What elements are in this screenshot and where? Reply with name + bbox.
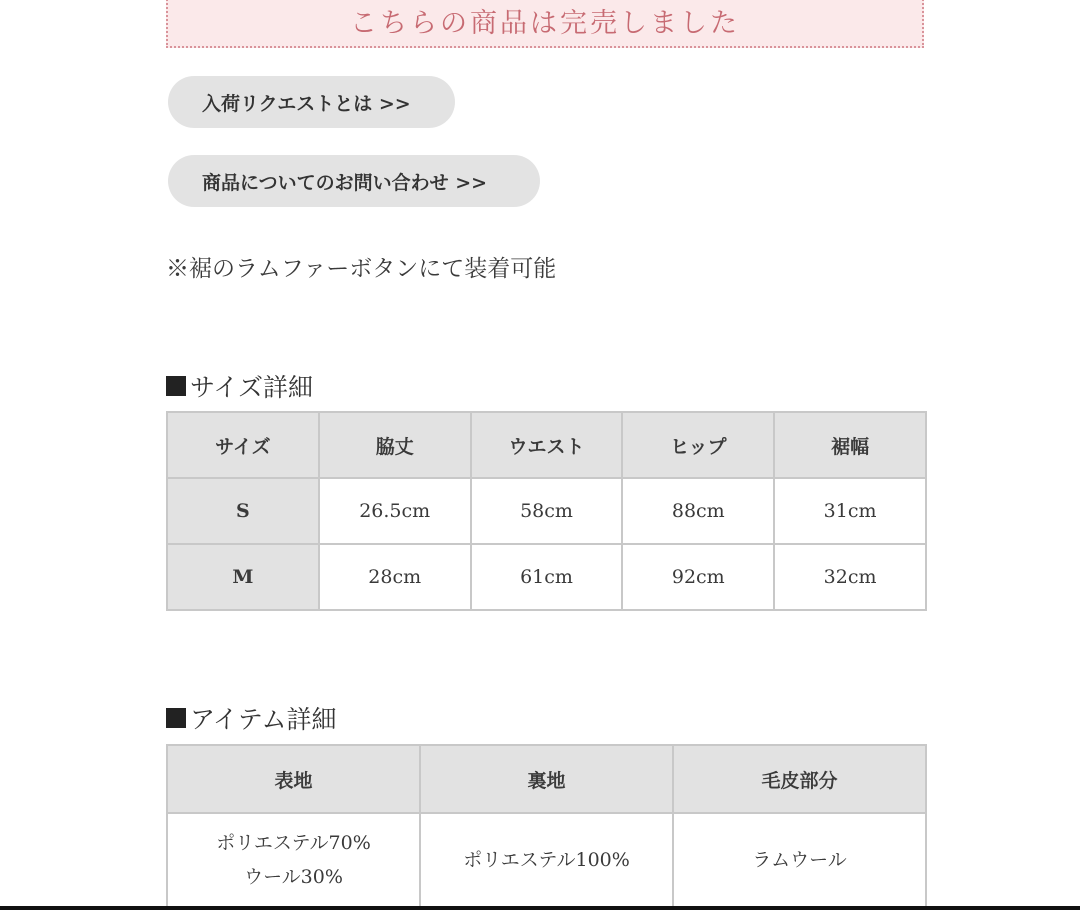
outer-material-line: ウール30% (244, 866, 343, 888)
size-value-cell: 58cm (471, 478, 623, 544)
square-bullet-icon (166, 708, 186, 728)
size-label-cell: M (167, 544, 319, 610)
size-header-cell: 裾幅 (774, 412, 926, 478)
fur-material-cell: ラムウール (673, 813, 926, 907)
size-value-cell: 88cm (622, 478, 774, 544)
item-header-cell: 表地 (167, 745, 420, 813)
size-value-cell: 32cm (774, 544, 926, 610)
size-table (166, 411, 927, 611)
item-header-cell: 毛皮部分 (673, 745, 926, 813)
size-header-cell: ウエスト (471, 412, 623, 478)
size-section-title-text: サイズ詳細 (190, 373, 314, 402)
bottom-divider (0, 906, 1080, 910)
table-row (167, 813, 926, 907)
size-value-cell: 31cm (774, 478, 926, 544)
outer-material-line: ポリエステル70% (216, 832, 371, 854)
size-section-title (166, 368, 313, 404)
restock-request-label: 入荷リクエストとは >> (202, 92, 411, 115)
attachment-note: ※裾のラムファーボタンにて装着可能 (166, 256, 557, 282)
square-bullet-icon (166, 376, 186, 396)
size-table-header-row (167, 412, 926, 478)
item-table (166, 744, 927, 908)
lining-material-cell: ポリエステル100% (420, 813, 673, 907)
item-section-title-text: アイテム詳細 (190, 705, 337, 734)
size-header-cell: 脇丈 (319, 412, 471, 478)
size-value-cell: 61cm (471, 544, 623, 610)
sold-out-banner (166, 0, 924, 48)
size-header-cell: ヒップ (622, 412, 774, 478)
table-row (167, 544, 926, 610)
item-header-cell: 裏地 (420, 745, 673, 813)
size-value-cell: 26.5cm (319, 478, 471, 544)
product-inquiry-button[interactable] (168, 155, 540, 207)
size-value-cell: 28cm (319, 544, 471, 610)
size-value-cell: 92cm (622, 544, 774, 610)
item-section-title (166, 700, 337, 736)
table-row (167, 478, 926, 544)
restock-request-button[interactable] (168, 76, 455, 128)
size-header-cell: サイズ (167, 412, 319, 478)
product-inquiry-label: 商品についてのお問い合わせ >> (202, 171, 488, 194)
sold-out-text: こちらの商品は完売しました (350, 7, 740, 39)
size-label-cell: S (167, 478, 319, 544)
item-table-header-row (167, 745, 926, 813)
outer-material-cell (167, 813, 420, 907)
